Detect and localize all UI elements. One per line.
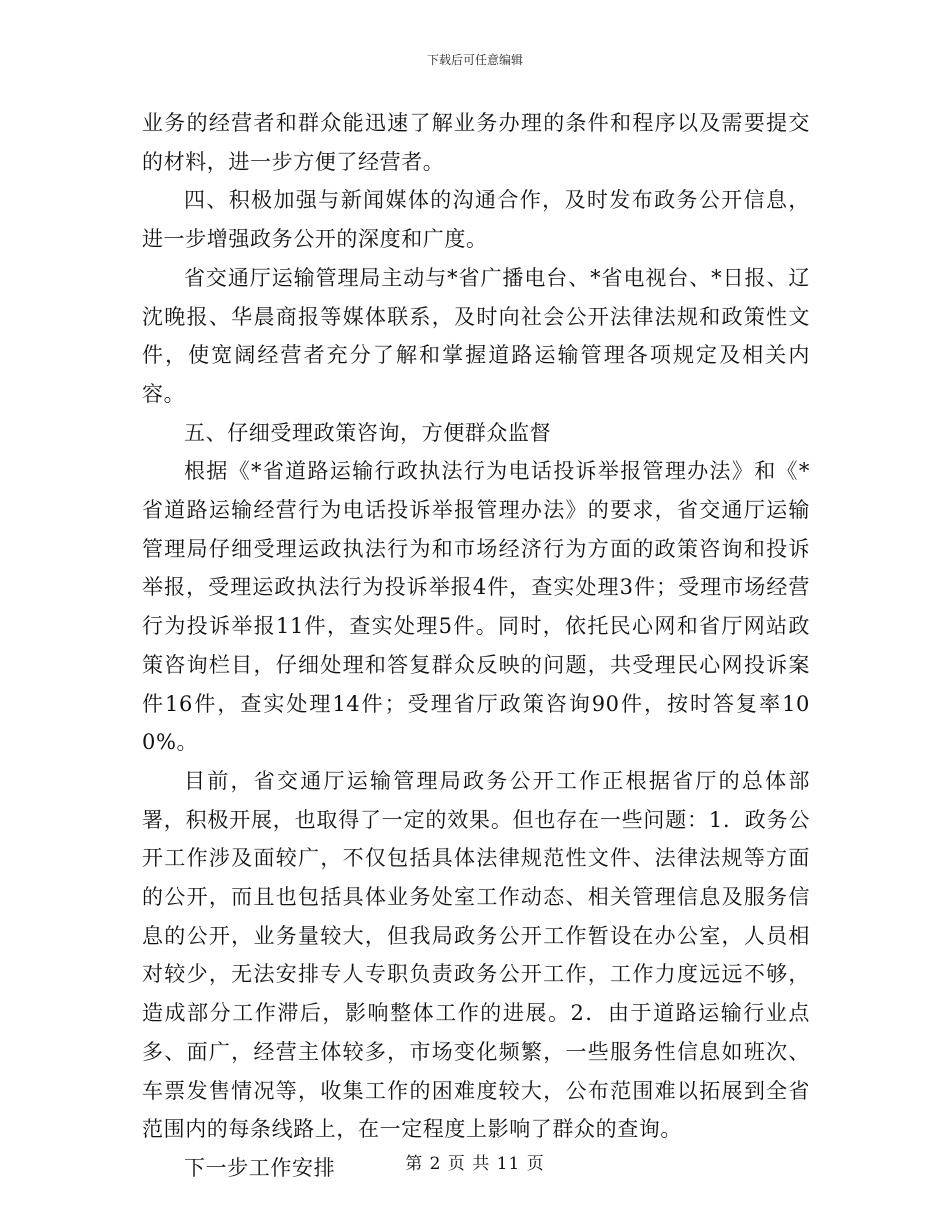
section-heading-next-steps: 下一步工作安排 xyxy=(184,1155,336,1180)
paragraph-media-cooperation: 省交通厅运输管理局主动与*省广播电台、*省电视台、*日报、辽沈晚报、华晨商报等媒体联系，及时向社会公开法律法规和政策性文件，使宽阔经营者充分了解和掌握道路运输管理各项规定及相关内容。 xyxy=(142,265,810,406)
section-heading-five: 五、仔细受理政策咨询，方便群众监督 xyxy=(184,420,552,445)
page-header-note: 下载后可任意编辑 xyxy=(426,53,523,67)
paragraph-continuation: 业务的经营者和群众能迅速了解业务办理的条件和程序以及需要提交的材料，进一步方便了经营者。 xyxy=(142,111,810,174)
paragraph-complaints: 根据《*省道路运输行政执法行为电话投诉举报管理办法》和《*省道路运输经营行为电话投诉举报管理办法》的要求，省交通厅运输管理局仔细受理运政执法行为和市场经济行为方面的政策咨询和投诉举报，受理运政执法行为投诉举报4件，查实处理3件；受理市场经营行为投诉举报11件，查实处理5件。同时，依托民心网和省厅网站政策咨询栏目，仔细处理和答复群众反映的问题，共受理民心网投诉案件16件，查实处理14件；受理省厅政策咨询90件，按时答复率100%。 xyxy=(142,459,810,755)
page-number-footer: 第 2 页 共 11 页 xyxy=(405,1154,545,1174)
document-body xyxy=(142,104,810,1188)
paragraph-problems: 目前，省交通厅运输管理局政务公开工作正根据省厅的总体部署，积极开展，也取得了一定的效果。但也存在一些问题：1．政务公开工作涉及面较广，不仅包括具体法律规范性文件、法律法规等方面的公开，而且也包括具体业务处室工作动态、相关管理信息及服务信息的公开，业务量较大，但我局政务公开工作暂设在办公室，人员相对较少，无法安排专人专职负责政务公开工作，工作力度远远不够，造成部分工作滞后，影响整体工作的进展。2．由于道路运输行业点多、面广，经营主体较多，市场变化频繁，一些服务性信息如班次、车票发售情况等，收集工作的困难度较大，公布范围难以拓展到全省范围内的每条线路上，在一定程度上影响了群众的查询。 xyxy=(142,768,810,1142)
section-heading-four: 四、积极加强与新闻媒体的沟通合作，及时发布政务公开信息，进一步增强政务公开的深度和广度。 xyxy=(142,188,810,252)
